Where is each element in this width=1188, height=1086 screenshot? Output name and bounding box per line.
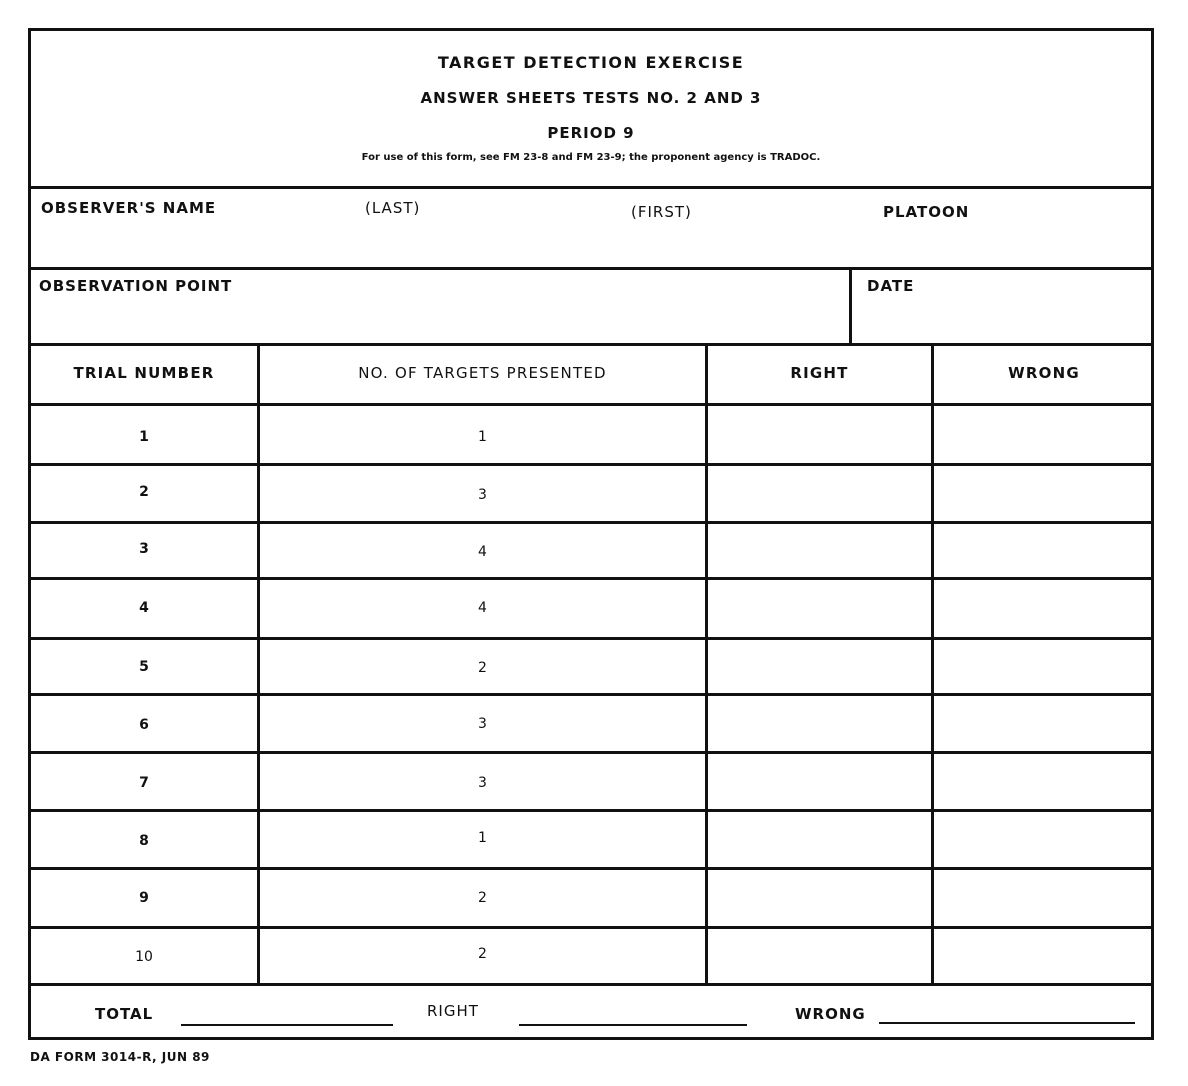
date-label: DATE xyxy=(867,277,915,295)
trial-number: 3 xyxy=(139,541,149,557)
total-wrong-label: WRONG xyxy=(795,1005,866,1023)
wrong-blank xyxy=(879,1022,1135,1024)
trial-number: 2 xyxy=(139,484,149,500)
observer-name-label: OBSERVER'S NAME xyxy=(41,199,217,217)
targets-presented: 3 xyxy=(478,487,487,503)
total-right-label: RIGHT xyxy=(427,1002,479,1020)
targets-presented: 3 xyxy=(478,775,487,791)
trial-number: 10 xyxy=(135,949,153,965)
divider xyxy=(31,463,1151,466)
divider xyxy=(31,926,1151,929)
divider xyxy=(31,751,1151,754)
divider xyxy=(31,637,1151,640)
targets-presented: 4 xyxy=(478,544,487,560)
observation-point-label: OBSERVATION POINT xyxy=(39,277,233,295)
targets-presented: 2 xyxy=(478,660,487,676)
targets-presented: 3 xyxy=(478,716,487,732)
targets-presented: 2 xyxy=(478,946,487,962)
form-number: DA FORM 3014-R, JUN 89 xyxy=(30,1050,210,1064)
col-header-right: RIGHT xyxy=(790,364,849,382)
last-name-label: (LAST) xyxy=(365,199,421,217)
divider xyxy=(31,267,1151,270)
trial-number: 8 xyxy=(139,833,149,849)
trial-number: 7 xyxy=(139,775,149,791)
divider xyxy=(31,343,1151,346)
usage-note: For use of this form, see FM 23-8 and FM 23-9; the proponent agency is TRADOC. xyxy=(361,152,821,163)
total-label: TOTAL xyxy=(95,1005,154,1023)
trial-number: 9 xyxy=(139,890,149,906)
form-subtitle: ANSWER SHEETS TESTS NO. 2 AND 3 xyxy=(420,89,762,107)
divider xyxy=(31,983,1151,986)
divider xyxy=(705,343,708,986)
col-header-trial-number: TRIAL NUMBER xyxy=(73,364,215,382)
targets-presented: 1 xyxy=(478,830,487,846)
trial-number: 6 xyxy=(139,717,149,733)
targets-presented: 4 xyxy=(478,600,487,616)
divider xyxy=(849,267,852,343)
targets-presented: 2 xyxy=(478,890,487,906)
form-period: PERIOD 9 xyxy=(547,124,635,142)
divider xyxy=(931,343,934,986)
total-blank xyxy=(181,1024,393,1026)
trial-number: 1 xyxy=(139,429,149,445)
trial-number: 4 xyxy=(139,600,149,616)
divider xyxy=(31,809,1151,812)
platoon-label: PLATOON xyxy=(883,203,970,221)
first-name-label: (FIRST) xyxy=(631,203,692,221)
right-blank xyxy=(519,1024,747,1026)
divider xyxy=(31,693,1151,696)
trial-number: 5 xyxy=(139,659,149,675)
form-header xyxy=(31,31,1151,189)
col-header-targets-presented: NO. OF TARGETS PRESENTED xyxy=(358,364,607,382)
answer-sheet-form xyxy=(28,28,1154,1040)
divider xyxy=(31,867,1151,870)
form-title: TARGET DETECTION EXERCISE xyxy=(437,53,745,72)
divider xyxy=(31,577,1151,580)
divider xyxy=(31,521,1151,524)
divider xyxy=(31,403,1151,406)
col-header-wrong: WRONG xyxy=(1008,364,1080,382)
targets-presented: 1 xyxy=(478,429,487,445)
